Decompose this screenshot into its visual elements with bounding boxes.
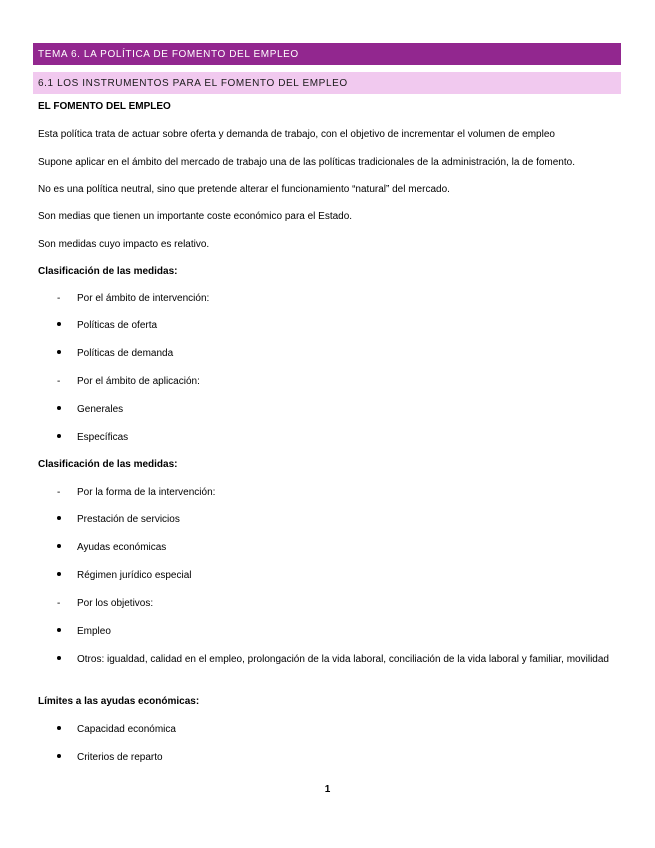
list-item-text: Generales <box>77 404 124 415</box>
bullet-icon <box>57 513 67 527</box>
bullet-icon <box>57 625 67 639</box>
list-item-text: Por la forma de la intervención: <box>77 487 216 498</box>
list-item-text: Específicas <box>77 432 129 443</box>
paragraph-1: Esta política trata de actuar sobre oferta y demanda de trabajo, con el objetivo de incrementar el volumen de empleo <box>38 129 555 140</box>
bullet-icon <box>57 751 67 765</box>
bullet-icon <box>57 569 67 583</box>
dash-marker: - <box>57 598 61 609</box>
list-item-text: Régimen jurídico especial <box>77 570 192 581</box>
limites-title: Límites a las ayudas económicas: <box>38 696 200 707</box>
section-title-bar <box>33 72 621 94</box>
list-item-text: Prestación de servicios <box>77 514 180 525</box>
bullet-icon <box>57 723 67 737</box>
bullet-icon <box>57 431 67 445</box>
list-item-text: Por el ámbito de aplicación: <box>77 376 200 387</box>
dash-marker: - <box>57 376 61 387</box>
list-item-text: Por el ámbito de intervención: <box>77 293 210 304</box>
paragraph-2: Supone aplicar en el ámbito del mercado de trabajo una de las políticas tradicionales de la administración, la de fomento. <box>38 157 575 168</box>
clasificacion-title-1: Clasificación de las medidas: <box>38 266 178 277</box>
section-title: 6.1 LOS INSTRUMENTOS PARA EL FOMENTO DEL EMPLEO <box>38 77 348 89</box>
bullet-icon <box>57 403 67 417</box>
bullet-icon <box>57 541 67 555</box>
paragraph-3: No es una política neutral, sino que pretende alterar el funcionamiento “natural” del mercado. <box>38 184 450 195</box>
list-item-text: Políticas de demanda <box>77 348 174 359</box>
tema-title: TEMA 6. LA POLÍTICA DE FOMENTO DEL EMPLEO <box>38 48 299 60</box>
list-item-text: Ayudas económicas <box>77 542 167 553</box>
list-item-text: Criterios de reparto <box>77 752 163 763</box>
list-item-text: Políticas de oferta <box>77 320 158 331</box>
list-item-text: Capacidad económica <box>77 724 176 735</box>
bullet-icon <box>57 319 67 333</box>
tema-title-bar <box>33 43 621 65</box>
bullet-icon <box>57 653 67 667</box>
paragraph-4: Son medias que tienen un importante coste económico para el Estado. <box>38 211 353 222</box>
page-number: 1 <box>324 784 331 795</box>
list-item-text: Empleo <box>77 626 111 637</box>
list-item-text: Por los objetivos: <box>77 598 154 609</box>
paragraph-5: Son medidas cuyo impacto es relativo. <box>38 239 210 250</box>
clasificacion-title-2: Clasificación de las medidas: <box>38 459 178 470</box>
dash-marker: - <box>57 487 61 498</box>
heading-fomento: EL FOMENTO DEL EMPLEO <box>38 101 171 112</box>
list-item-text: Otros: igualdad, calidad en el empleo, prolongación de la vida laboral, conciliación de la vida laboral y familiar, movilidad <box>77 654 609 665</box>
bullet-icon <box>57 347 67 361</box>
dash-marker: - <box>57 293 61 304</box>
